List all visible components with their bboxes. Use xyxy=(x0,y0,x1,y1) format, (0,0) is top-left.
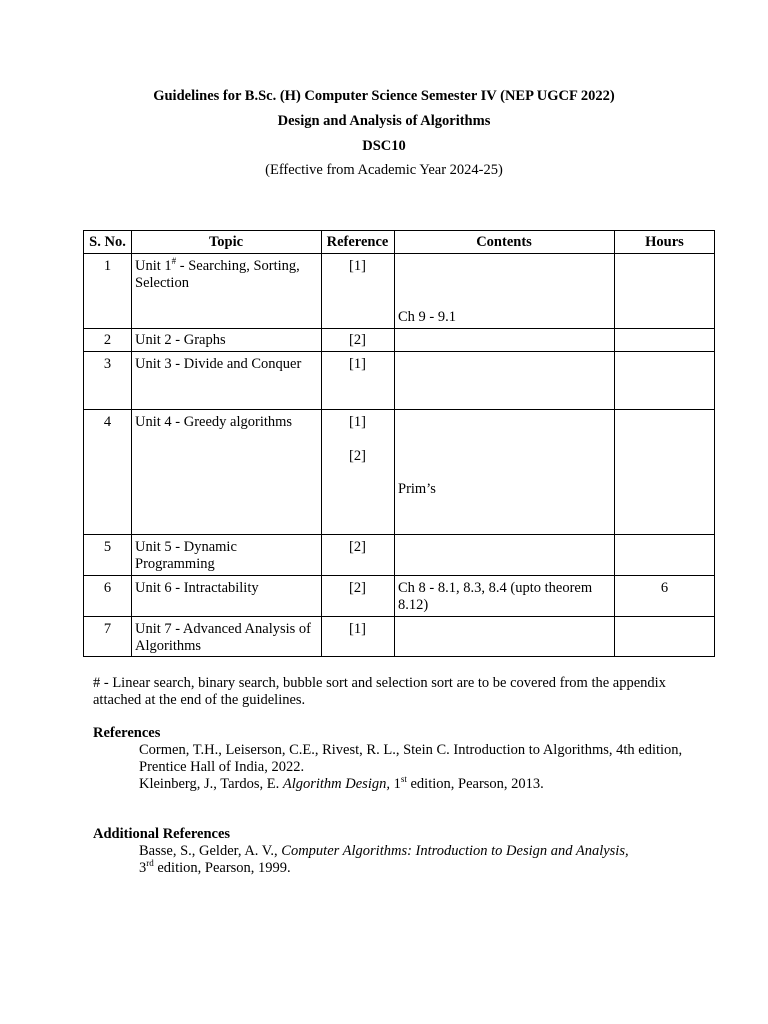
row-topic: Unit 4 - Greedy algorithms xyxy=(135,414,293,430)
row-reference: [2] xyxy=(349,332,366,348)
row-number: 7 xyxy=(103,621,112,637)
syllabus-table xyxy=(83,230,715,657)
table-rule xyxy=(84,409,714,410)
row-topic: Unit 6 - Intractability xyxy=(135,580,259,596)
course-title: Design and Analysis of Algorithms xyxy=(277,113,491,129)
table-rule xyxy=(84,616,714,617)
column-header-hours: Hours xyxy=(645,234,684,250)
effective-year: (Effective from Academic Year 2024-25) xyxy=(265,162,503,178)
row-reference: [2] xyxy=(349,580,366,596)
table-rule xyxy=(84,328,714,329)
row-number: 4 xyxy=(103,414,112,430)
row-reference: [1] xyxy=(349,258,366,274)
additional-references-heading: Additional References xyxy=(93,826,231,842)
row-number: 2 xyxy=(103,332,112,348)
references-heading: References xyxy=(93,725,161,741)
row-number: 1 xyxy=(103,258,112,274)
row-number: 6 xyxy=(103,580,112,596)
column-header-sno: S. No. xyxy=(89,234,126,250)
row-contents: Prim’s xyxy=(398,481,436,497)
table-rule xyxy=(84,534,714,535)
row-number: 3 xyxy=(103,356,112,372)
course-code: DSC10 xyxy=(362,138,406,154)
row-reference: [1] xyxy=(349,356,366,372)
table-rule xyxy=(394,231,395,656)
reference-item: Basse, S., Gelder, A. V., Computer Algorithms: Introduction to Design and Analysis, 3rd edition, Pearson, 1999. xyxy=(139,843,629,876)
row-reference: [1] xyxy=(349,621,366,637)
row-contents: Ch 9 - 9.1 xyxy=(398,309,456,325)
row-topic: Unit 7 - Advanced Analysis of Algorithms xyxy=(135,621,311,654)
row-reference: [2] xyxy=(349,539,366,555)
row-contents: Ch 8 - 8.1, 8.3, 8.4 (upto theorem 8.12) xyxy=(398,580,593,613)
row-topic: Unit 3 - Divide and Conquer xyxy=(135,356,302,372)
column-header-topic: Topic xyxy=(208,234,244,250)
row-topic: Unit 1# - Searching, Sorting, Selection xyxy=(135,256,300,291)
reference-item: Kleinberg, J., Tardos, E. Algorithm Design, 1st edition, Pearson, 2013. xyxy=(139,774,544,792)
footnote: # - Linear search, binary search, bubble sort and selection sort are to be covered from the appendix attached at the end of the guidelines. xyxy=(93,675,666,708)
row-topic: Unit 5 - Dynamic Programming xyxy=(135,539,237,572)
table-rule xyxy=(84,351,714,352)
table-rule xyxy=(131,231,132,656)
row-reference: [2] xyxy=(349,448,366,464)
row-topic: Unit 2 - Graphs xyxy=(135,332,226,348)
row-reference: [1] xyxy=(349,414,366,430)
reference-item: Cormen, T.H., Leiserson, C.E., Rivest, R. L., Stein C. Introduction to Algorithms, 4th edition, Prentice Hall of India, 2022. xyxy=(139,742,683,775)
row-number: 5 xyxy=(103,539,112,555)
document-title: Guidelines for B.Sc. (H) Computer Science Semester IV (NEP UGCF 2022) xyxy=(153,88,615,104)
column-header-contents: Contents xyxy=(476,234,532,250)
table-rule xyxy=(84,575,714,576)
table-rule xyxy=(84,253,714,254)
row-hours: 6 xyxy=(660,580,669,596)
column-header-reference: Reference xyxy=(326,234,389,250)
